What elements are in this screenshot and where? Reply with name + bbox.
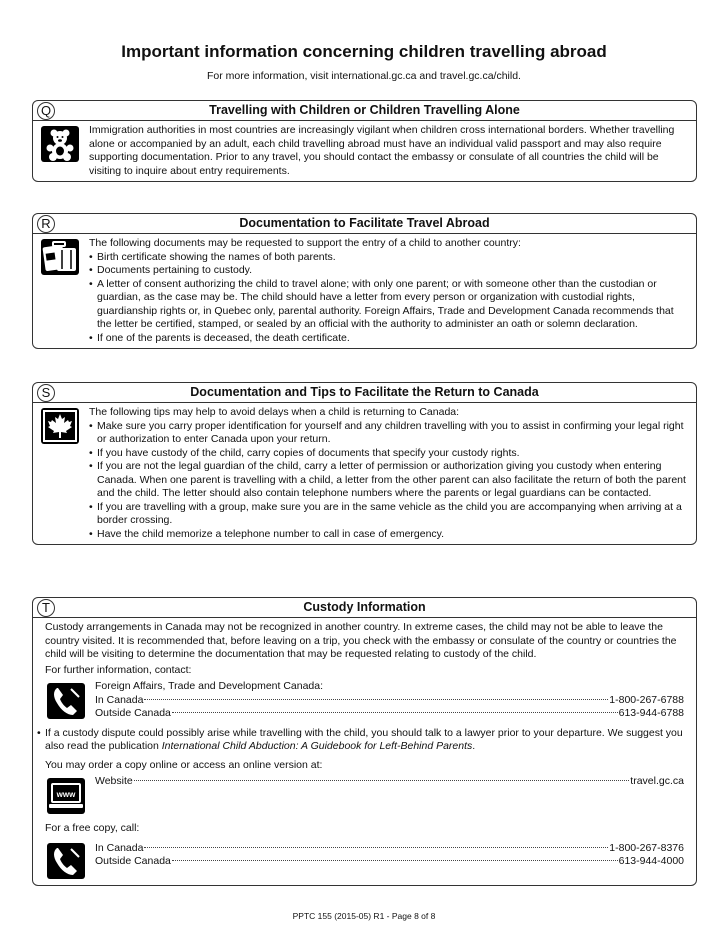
- dot-leader: [144, 847, 608, 848]
- contact-org: Foreign Affairs, Trade and Development Canada:: [95, 680, 324, 692]
- section-q-body: [33, 121, 696, 181]
- phone-label: In Canada: [95, 693, 144, 706]
- page-subtitle: For more information, visit international.gc.ca and travel.gc.ca/child.: [207, 70, 521, 82]
- website-row: [95, 775, 684, 789]
- svg-text:www: www: [56, 790, 76, 799]
- order-text: You may order a copy online or access an online version at:: [45, 758, 323, 771]
- www-icon: [47, 778, 85, 814]
- phone-label: In Canada: [95, 841, 144, 854]
- phone-label: Outside Canada: [95, 707, 171, 719]
- list-item: • Have the child memorize a telephone number to call in case of emergency.: [89, 528, 688, 542]
- list-item: • Birth certificate showing the names of both parents.: [89, 251, 688, 265]
- phone-row: [95, 842, 684, 856]
- free-copy-label: For a free copy, call:: [45, 822, 140, 834]
- section-s-intro: The following tips may help to avoid delays when a child is returning to Canada:: [89, 406, 460, 418]
- contact-group-fatdc: [45, 680, 684, 721]
- section-heading: Documentation and Tips to Facilitate the Return to Canada: [190, 385, 539, 399]
- phone-number[interactable]: 613-944-6788: [618, 707, 684, 719]
- section-letter: T: [37, 599, 55, 617]
- section-s: [32, 382, 697, 545]
- list-item: • If you have custody of the child, carry copies of documents that specify your custody rights.: [89, 447, 688, 461]
- phone-number[interactable]: 1-800-267-6788: [609, 693, 684, 706]
- dispute-text: If a custody dispute could possibly arise while travelling with the child, you should talk to a lawyer prior to your departure. We suggest you also read the publication: [45, 726, 683, 752]
- website-link[interactable]: travel.gc.ca: [630, 775, 684, 787]
- contact-group-free-copy: [45, 842, 684, 882]
- dot-leader: [134, 780, 630, 781]
- section-q-text: Immigration authorities in most countries are increasingly vigilant when children cross international borders. Whether travelling alone or accompanied by an adult, each child travelling abroad must have an individual valid passport and may also require supporting documentation. Prior to any travel, you should contact the embassy or consulate of all countries the child will be visiting to inquire about entry requirements.: [89, 124, 675, 177]
- phone-row: [95, 694, 684, 708]
- publication-title: International Child Abduction: A Guidebook for Left-Behind Parents: [161, 740, 473, 752]
- page-title: Important information concerning children travelling abroad: [121, 42, 607, 61]
- section-t: [32, 597, 697, 886]
- section-letter: S: [37, 384, 55, 402]
- phone-row: [95, 707, 684, 721]
- phone-number[interactable]: 613-944-4000: [618, 855, 684, 867]
- list-item: • Documents pertaining to custody.: [89, 264, 688, 278]
- website-label: Website: [95, 775, 133, 787]
- teddy-bear-icon: [41, 126, 79, 162]
- section-q-header: [33, 101, 696, 121]
- section-r-header: [33, 214, 696, 234]
- section-heading: Custody Information: [303, 600, 426, 614]
- section-letter: Q: [37, 102, 55, 120]
- phone-number[interactable]: 1-800-267-8376: [609, 841, 684, 854]
- phone-row: [95, 855, 684, 869]
- section-t-header: [33, 598, 696, 618]
- phone-label: Outside Canada: [95, 855, 171, 867]
- section-letter: R: [37, 215, 55, 233]
- section-r: [32, 213, 697, 349]
- luggage-icon: [41, 239, 79, 275]
- list-item: • A letter of consent authorizing the child to travel alone; with only one parent; or with someone other than the custodian or guardian, as the case may be. The child should have a letter from every person or organization with custodial rights, guardianship rights or, in Quebec only, parental authority. Foreign Affairs, Trade and Development Canada recommends that the letter be certified, stamped, or sealed by an official with the authority to administer an oath or solemn declaration.: [89, 278, 688, 332]
- list-item: • If you are not the legal guardian of the child, carry a letter of permission or authorization giving you custody when entering Canada. When one parent is travelling with a child, a letter from the other parent can also facilitate the return of both the parent and the child. The letter should also contain telephone numbers where the parents or legal guardians can be contacted.: [89, 460, 688, 501]
- list-item: • Make sure you carry proper identification for yourself and any children travelling with you to assist in confirming your legal right or authorization to enter Canada upon your return.: [89, 420, 688, 447]
- telephone-icon: [47, 683, 85, 719]
- further-info-label: For further information, contact:: [45, 663, 192, 676]
- section-t-text: Custody arrangements in Canada may not be recognized in another country. In extreme cases, the child may not be able to leave the country visited. It is recommended that, before leaving on a trip, you check with the embassy or consulate of the country or countries the child will be visiting to determine the documentation that may be requested relating to custody of the child.: [45, 621, 677, 660]
- list-item: • If one of the parents is deceased, the death certificate.: [89, 332, 688, 346]
- website-group: [45, 775, 684, 819]
- dot-leader: [172, 860, 618, 861]
- page-footer: PPTC 155 (2015-05) R1 - Page 8 of 8: [292, 911, 436, 921]
- section-s-body: [33, 403, 696, 544]
- section-heading: Travelling with Children or Children Travelling Alone: [209, 103, 520, 117]
- telephone-icon: [47, 843, 85, 879]
- period: .: [472, 740, 476, 752]
- section-s-header: [33, 383, 696, 403]
- maple-leaf-icon: [41, 408, 79, 444]
- section-q: [32, 100, 697, 182]
- dot-leader: [172, 712, 618, 713]
- dot-leader: [144, 699, 608, 700]
- section-r-intro: The following documents may be requested to support the entry of a child to another country:: [89, 237, 521, 249]
- section-r-body: [33, 234, 696, 348]
- dispute-paragraph: [37, 727, 684, 754]
- section-t-body: [33, 618, 696, 885]
- list-item: • If you are travelling with a group, make sure you are in the same vehicle as the child you are accompanying when arriving at a border crossing.: [89, 501, 688, 528]
- section-heading: Documentation to Facilitate Travel Abroad: [239, 216, 490, 230]
